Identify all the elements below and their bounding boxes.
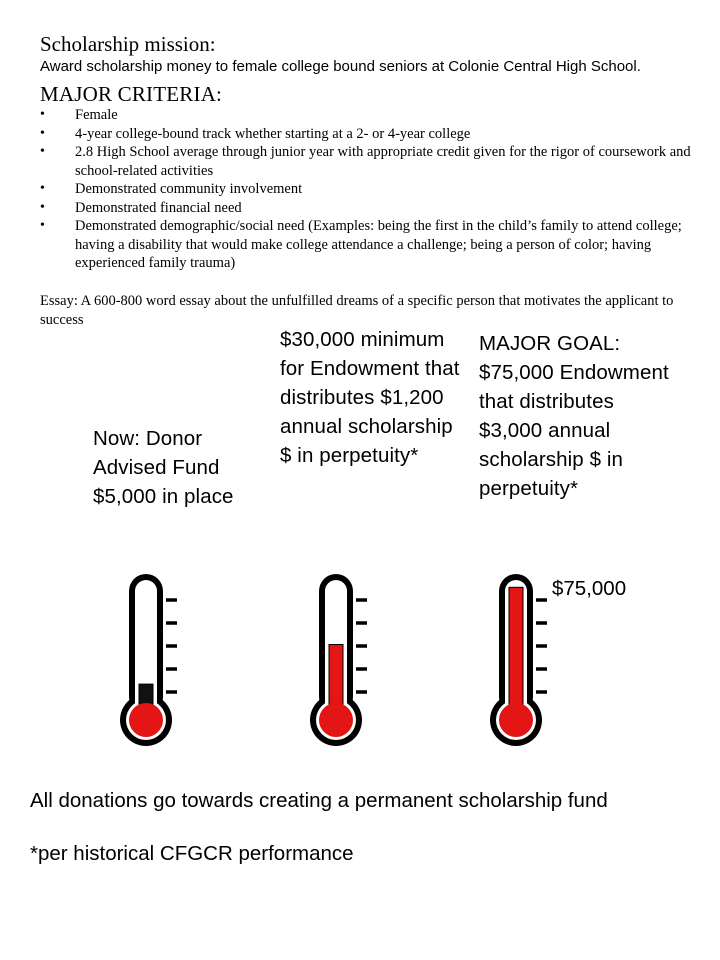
goal-major-text: MAJOR GOAL: $75,000 Endowment that distributes $3,000 annual scholarship $ in perpetuity* xyxy=(479,332,669,500)
criteria-item-gpa: • 2.8 High School average through junior year with appropriate credit given for the rigor of coursework and school-related activities xyxy=(40,143,710,180)
criteria-item-female: • Female xyxy=(40,106,710,125)
mission-text: Award scholarship money to female college bound seniors at Colonie Central High School. xyxy=(40,58,641,75)
footer-donations-note: All donations go towards creating a permanent scholarship fund xyxy=(30,789,608,812)
essay-requirement: Essay: A 600-800 word essay about the unfulfilled dreams of a specific person that motivates the applicant to success xyxy=(40,293,674,328)
thermometer-level xyxy=(509,587,523,718)
thermometer-minimum-icon xyxy=(310,570,400,750)
goal-minimum-text: $30,000 minimum for Endowment that distributes $1,200 annual scholarship $ in perpetuity* xyxy=(280,328,460,467)
thermometer-bulb-fill xyxy=(499,703,533,737)
mission-heading: Scholarship mission: xyxy=(40,32,216,56)
thermometer-bulb-fill xyxy=(129,703,163,737)
criteria-heading: MAJOR CRITERIA: xyxy=(40,82,223,106)
thermometer-top-label: $75,000 xyxy=(552,577,627,600)
thermometer-now-icon xyxy=(120,570,210,750)
thermometer-bulb-fill xyxy=(319,703,353,737)
criteria-item-financial-need: • Demonstrated financial need xyxy=(40,199,710,218)
criteria-item-college-track: • 4-year college-bound track whether starting at a 2- or 4-year college xyxy=(40,125,710,144)
footer-performance-note: *per historical CFGCR performance xyxy=(30,842,354,865)
criteria-item-community: • Demonstrated community involvement xyxy=(40,180,710,199)
criteria-item-demographic-need: • Demonstrated demographic/social need (Examples: being the first in the child’s family to attend college; having a disability that would make college attendance a challenge; being a person of color; having experienced family trauma) xyxy=(40,217,710,273)
goal-now-text: Now: Donor Advised Fund $5,000 in place xyxy=(93,427,234,508)
criteria-list xyxy=(40,106,710,273)
